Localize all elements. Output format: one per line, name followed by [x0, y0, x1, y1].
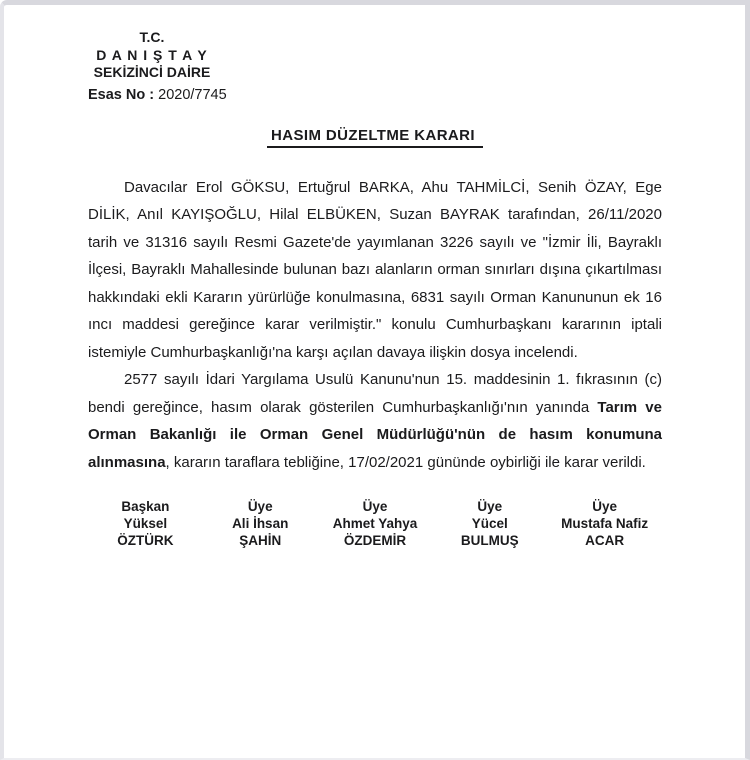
chamber-name: SEKİZİNCİ DAİRE	[93, 64, 211, 80]
signature-column	[432, 498, 547, 549]
signer-role: Üye	[247, 499, 273, 514]
signer-surname: ÖZTÜRK	[117, 533, 174, 548]
court-header	[88, 29, 216, 82]
case-number-line	[88, 87, 662, 103]
decision-document	[4, 5, 745, 758]
signature-column	[547, 498, 662, 549]
signer-role: Üye	[362, 499, 388, 514]
text-segment: Davacılar Erol GÖKSU, Ertuğrul BARKA, Ahu TAHMİLCİ, Senih ÖZAY, Ege DİLİK, Anıl KAYIŞOĞLU, Hilal ELBÜKEN, Suzan BAYRAK tarafından, 26/11/2020 tarih ve 31316 sayılı Resmi Gazete'de yayımlanan 3226 sayılı ve "İzmir İli, Bayraklı İlçesi, Bayraklı Mahallesinde bulunan bazı alanların orman sınırları dışına çıkartılması hakkındaki ekli Kararın yürürlüğe konulmasına, 6831 sayılı Orman Kanununun ek 16 ıncı maddesi gereğince karar verilmiştir." konulu Cumhurbaşkanı kararının iptali istemiyle Cumhurbaşkanlığı'na karşı açılan davaya ilişkin dosya incelendi.	[88, 178, 662, 361]
signer-surname: BULMUŞ	[460, 533, 519, 548]
signature-block	[88, 498, 662, 549]
signer-name: Yüksel	[123, 516, 168, 531]
signer-name: Ahmet Yahya	[332, 516, 418, 531]
body-paragraph	[88, 366, 662, 476]
case-number-label: Esas No :	[88, 86, 155, 103]
text-segment: 2577 sayılı İdari Yargılama Usulü Kanunu'nun 15. maddesinin 1. fıkrasının (c) bendi gereğince, hasım olarak gösterilen Cumhurbaşkanlığı'nın yanında	[88, 371, 662, 416]
signer-name: Yücel	[471, 516, 508, 531]
text-segment: , kararın taraflara tebliğine, 17/02/2021 gününde oybirliği ile karar verildi.	[165, 453, 646, 471]
case-number-value: 2020/7745	[158, 86, 227, 103]
signer-surname: ŞAHİN	[239, 533, 282, 548]
signature-column	[318, 498, 433, 549]
signer-name: Mustafa Nafiz	[561, 516, 649, 531]
signer-role: Başkan	[121, 499, 170, 514]
signature-column	[88, 498, 203, 549]
signer-role: Üye	[592, 499, 617, 514]
signer-name: Ali İhsan	[232, 516, 289, 531]
decision-title: HASIM DÜZELTME KARARI	[267, 127, 483, 148]
signer-surname: ÖZDEMİR	[343, 533, 407, 548]
signer-surname: ACAR	[585, 533, 625, 548]
body-paragraph	[88, 174, 662, 367]
republic-abbreviation: T.C.	[139, 29, 165, 45]
signer-role: Üye	[477, 499, 503, 514]
signature-column	[203, 498, 318, 549]
bold-text-segment: Tarım ve Orman Bakanlığı ile Orman Genel Müdürlüğü'nün de hasım konumuna alınmasına	[88, 398, 662, 471]
decision-body	[88, 174, 662, 477]
title-row	[88, 127, 662, 148]
court-name: D A N I Ş T A Y	[96, 46, 208, 63]
